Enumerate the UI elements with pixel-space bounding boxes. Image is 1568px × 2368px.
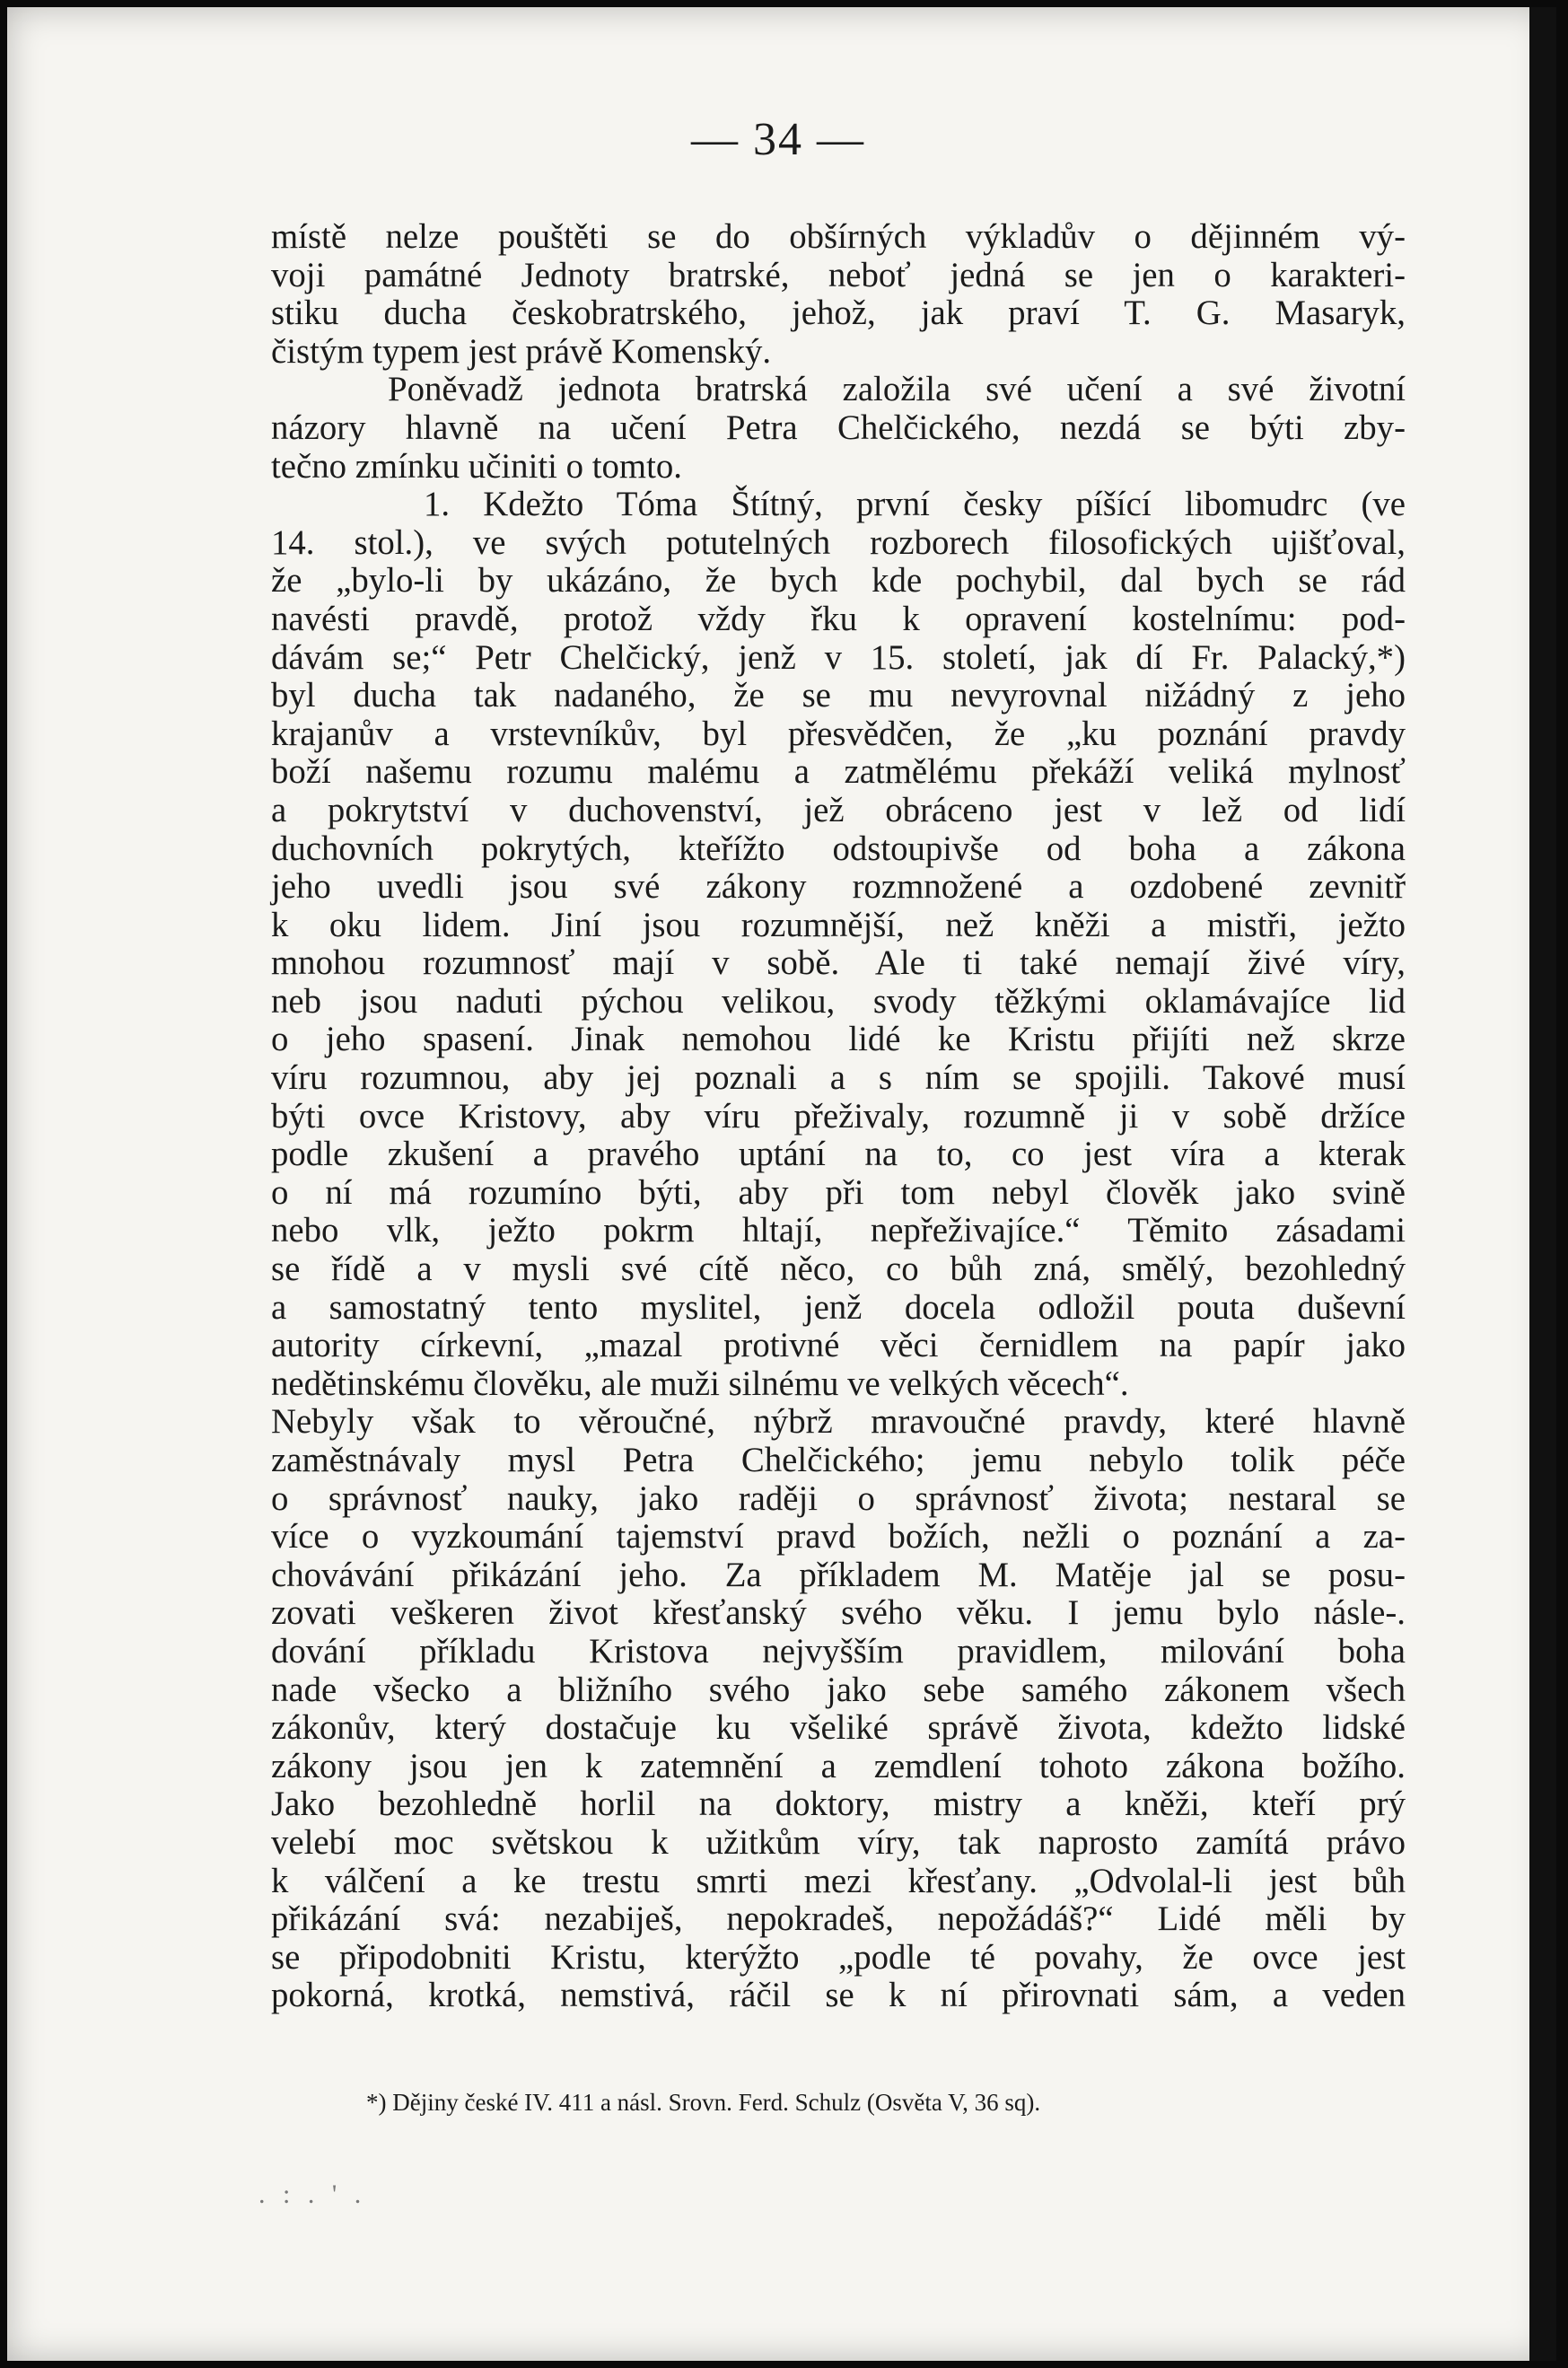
text-line: jeho uvedli jsou své zákony rozmnožené a ozdobené zevnitř xyxy=(271,867,1406,907)
text-line: dování příkladu Kristova nejvyšším pravidlem, milování boha xyxy=(271,1631,1406,1671)
text-line: o jeho spasení. Jinak nemohou lidé ke Kristu přijíti než skrze xyxy=(271,1020,1406,1059)
paper-specks: . : . ' . xyxy=(258,2179,367,2209)
text-line: duchovních pokrytých, kteřížto odstoupivše od boha a zákona xyxy=(271,829,1406,868)
text-line: Jako bezohledně horlil na doktory, mistry a kněži, kteří prý xyxy=(271,1785,1406,1824)
text-line: zákonův, který dostačuje ku všeliké správě života, kdežto lidské xyxy=(271,1708,1406,1748)
text-line: o správnosť nauky, jako raději o správnosť života; nestaral se xyxy=(271,1478,1406,1518)
text-line: chovávání přikázání jeho. Za příkladem M. Matěje jal se posu- xyxy=(271,1555,1406,1594)
text-line: víru rozumnou, aby jej poznali a s ním se spojili. Takové musí xyxy=(271,1058,1406,1098)
text-line: nebo vlk, ježto pokrm hltají, nepřeživajíce.“ Těmito zásadami xyxy=(271,1211,1406,1250)
text-line: navésti pravdě, protož vždy řku k opravení kostelnímu: pod- xyxy=(271,599,1406,638)
page-number-header: — 34 — xyxy=(691,114,865,165)
text-line: Nebyly však to věroučné, nýbrž mravoučné pravdy, které hlavně xyxy=(271,1402,1406,1442)
text-line: voji památné Jednoty bratrské, neboť jedná se jen o karakteri- xyxy=(271,255,1406,294)
text-line: zaměstnávaly mysl Petra Chelčického; jemu nebylo tolik péče xyxy=(271,1441,1406,1479)
text-line: zákony jsou jen k zatemnění a zemdlení tohoto zákona božího. xyxy=(271,1746,1406,1785)
text-line: podle zkušení a pravého uptání na to, co jest víra a kterak xyxy=(271,1135,1406,1174)
text-line: autority církevní, „mazal protivné věci černidlem na papír jako xyxy=(271,1326,1406,1365)
text-line: více o vyzkoumání tajemství pravd božích, nežli o poznání a za- xyxy=(271,1517,1406,1557)
text-line: nade všecko a bližního svého jako sebe samého zákonem všech xyxy=(271,1670,1406,1709)
text-line: pokorná, krotká, nemstivá, ráčil se k ní přirovnati sám, a veden xyxy=(271,1976,1406,2015)
text-line: tečno zmínku učiniti o tomto. xyxy=(271,446,682,486)
text-line: o ní má rozumíno býti, aby při tom nebyl člověk jako svině xyxy=(271,1172,1406,1212)
text-line: 1. Kdežto Tóma Štítný, první česky píšící libomudrc (ve xyxy=(424,485,1406,524)
book-page xyxy=(7,7,1549,2361)
text-line: neb jsou naduti pýchou velikou, svody těžkými oklamávajíce lid xyxy=(271,981,1406,1021)
text-line: a pokrytství v duchovenství, jež obráceno jest v lež od lidí xyxy=(271,790,1406,829)
text-line: velebí moc světskou k užitkům víry, tak naprosto zamítá právo xyxy=(271,1822,1406,1862)
text-line: boží našemu rozumu malému a zatmělému překáží veliká mylnosť xyxy=(271,752,1406,792)
text-line: nedětinskému člověku, ale muži silnému ve velkých věcech“. xyxy=(271,1364,1129,1403)
text-line: se řídě a v mysli své cítě něco, co bůh zná, smělý, bezohledný xyxy=(271,1250,1406,1289)
text-line: čistým typem jest právě Komenský. xyxy=(271,331,772,371)
text-line: zovati veškeren život křesťanský svého věku. I jemu bylo násle-. xyxy=(271,1593,1406,1633)
text-line: a samostatný tento myslitel, jenž docela odložil pouta duševní xyxy=(271,1287,1406,1327)
page-edge-shadow xyxy=(1529,7,1556,2361)
text-line: názory hlavně na učení Petra Chelčického, nezdá se býti zby- xyxy=(271,408,1406,447)
text-line: krajanův a vrstevníkův, byl přesvědčen, že „ku poznání pravdy xyxy=(271,714,1406,753)
text-line: 14. stol.), ve svých potutelných rozborech filosofických ujišťoval, xyxy=(271,522,1406,562)
footnote: *) Dějiny české IV. 411 a násl. Srovn. Ferd. Schulz (Osvěta V, 36 sq). xyxy=(366,2089,1041,2116)
text-line: přikázání svá: nezabiješ, nepokradeš, nepožádáš?“ Lidé měli by xyxy=(271,1899,1406,1939)
text-line: že „bylo-li by ukázáno, že bych kde pochybil, dal bych se rád xyxy=(271,561,1406,601)
text-line: stiku ducha českobratrského, jehož, jak praví T. G. Masaryk, xyxy=(271,294,1406,333)
text-line: mnohou rozumnosť mají v sobě. Ale ti také nemají živé víry, xyxy=(271,943,1406,983)
text-line: býti ovce Kristovy, aby víru přeživaly, rozumně ji v sobě držíce xyxy=(271,1096,1406,1136)
text-line: Poněvadž jednota bratrská založila své učení a své životní xyxy=(388,370,1406,409)
text-line: se připodobniti Kristu, kterýžto „podle té povahy, že ovce jest xyxy=(271,1937,1406,1977)
text-line: místě nelze pouštěti se do obšírných výkladův o dějinném vý- xyxy=(271,217,1406,256)
text-line: k válčení a ke trestu smrti mezi křesťany. „Odvolal-li jest bůh xyxy=(271,1861,1406,1900)
body-text xyxy=(271,218,1406,2015)
text-line: k oku lidem. Jiní jsou rozumnější, než kněži a mistři, ježto xyxy=(271,905,1406,944)
text-line: byl ducha tak nadaného, že se mu nevyrovnal nižádný z jeho xyxy=(271,676,1406,715)
text-line: dávám se;“ Petr Chelčický, jenž v 15. století, jak dí Fr. Palacký,*) xyxy=(271,637,1406,677)
